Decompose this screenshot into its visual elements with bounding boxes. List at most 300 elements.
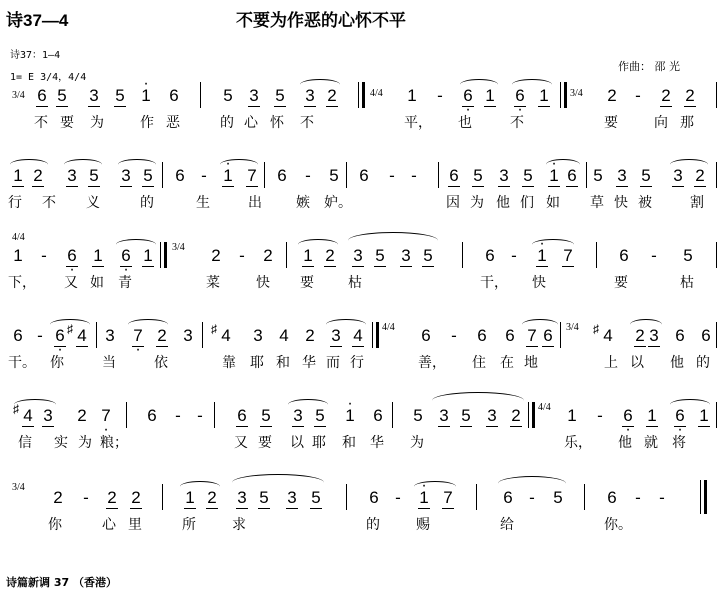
lyric: 割	[690, 195, 704, 211]
score-system-6	[0, 484, 726, 544]
note: · 6	[620, 406, 636, 426]
score-system-3	[0, 232, 726, 302]
lyric: 恶	[166, 115, 180, 131]
note: 6	[175, 166, 185, 185]
note: · 6	[64, 246, 80, 266]
note: · 1	[138, 86, 154, 106]
page-title: 不要为作恶的心怀不平	[236, 11, 406, 31]
note: 6	[477, 326, 487, 345]
slur	[326, 319, 366, 330]
source-footer: 诗篇新调 37 （香港）	[6, 576, 117, 589]
note: 6	[373, 406, 383, 425]
barline	[214, 402, 215, 428]
lyric: 枯	[348, 275, 362, 291]
lyric: 他	[670, 355, 684, 371]
note: 2	[30, 166, 46, 186]
note: 6	[277, 166, 287, 185]
note: 3	[105, 326, 115, 345]
slur	[128, 319, 168, 330]
lyric: 上	[604, 355, 618, 371]
time-signature: 3/4	[12, 482, 25, 493]
note: -	[651, 246, 657, 265]
lyric: 华	[302, 355, 316, 371]
slur	[670, 399, 710, 410]
note: 5	[420, 246, 436, 266]
note: · 1	[534, 246, 550, 266]
lyric: 的	[366, 517, 380, 533]
barline	[716, 82, 717, 108]
barline	[716, 242, 717, 268]
note: 2	[53, 488, 63, 507]
lyric: 的	[696, 355, 710, 371]
lyric: 你	[50, 355, 64, 371]
slur	[432, 392, 524, 409]
double-barline	[560, 82, 567, 108]
note: 1	[10, 166, 26, 186]
note: 6	[446, 166, 462, 186]
note: 1	[482, 86, 498, 106]
note: 2	[607, 86, 617, 105]
note: 7	[244, 166, 260, 186]
note: -	[239, 246, 245, 265]
lyric: 被	[638, 195, 652, 211]
note: -	[389, 166, 395, 185]
lyric: 所	[182, 517, 196, 533]
note: 6	[169, 86, 179, 105]
lyric: 又	[64, 275, 78, 291]
note: 6	[607, 488, 617, 507]
barline	[264, 162, 265, 188]
note: 5	[458, 406, 474, 426]
lyric: 耶	[312, 435, 326, 451]
note: · 6	[460, 86, 476, 106]
note: ♯ 4	[20, 406, 36, 426]
note: -	[411, 166, 417, 185]
barline	[716, 322, 717, 348]
lyric: 靠	[222, 355, 236, 371]
lyric: 你。	[604, 517, 632, 533]
lyric: 出	[248, 195, 262, 211]
note: · 1	[416, 488, 432, 508]
slur	[348, 232, 438, 249]
barline	[346, 162, 347, 188]
note: 6	[34, 86, 50, 106]
note: -	[41, 246, 47, 265]
barline	[286, 242, 287, 268]
lyric: 他	[496, 195, 510, 211]
lyric: 不	[34, 115, 48, 131]
slur	[300, 79, 340, 90]
note: -	[437, 86, 443, 105]
hymn-number: 诗37—4	[6, 11, 69, 30]
slur	[414, 481, 456, 492]
note: 5	[683, 246, 693, 265]
note: -	[597, 406, 603, 425]
note: 6	[503, 488, 513, 507]
lyrics-line	[0, 352, 726, 374]
note: 7	[560, 246, 576, 266]
note: 3	[614, 166, 630, 186]
barline	[584, 484, 585, 510]
note: ♯ 4	[74, 326, 90, 346]
note: -	[451, 326, 457, 345]
score-system-5	[0, 402, 726, 462]
lyric: 快	[256, 275, 270, 291]
lyric: 当	[102, 355, 116, 371]
slur	[532, 239, 574, 250]
lyric: 平，	[404, 115, 432, 131]
note: · 6	[52, 326, 68, 346]
note: 6	[369, 488, 379, 507]
lyric: 下，	[8, 275, 36, 291]
double-barline	[160, 242, 167, 268]
time-signature: 4/4	[538, 402, 551, 413]
lyric: 的	[220, 115, 234, 131]
note: 2	[128, 488, 144, 508]
key-and-meter: 1= E 3/4，4/4	[10, 72, 87, 83]
note: 5	[223, 86, 233, 105]
note: 1	[536, 86, 552, 106]
lyric: 而	[326, 355, 340, 371]
lyrics-line	[0, 432, 726, 454]
note: 5	[86, 166, 102, 186]
lyric: 妒。	[324, 195, 352, 211]
note: 7	[524, 326, 540, 346]
lyric: 青	[118, 275, 132, 291]
note: 5	[638, 166, 654, 186]
note: -	[83, 488, 89, 507]
lyric: 如	[546, 195, 560, 211]
note: 3	[670, 166, 686, 186]
notation-line	[0, 484, 726, 512]
barline	[560, 322, 561, 348]
note: -	[511, 246, 517, 265]
lyric: 心	[102, 517, 116, 533]
note: 1	[182, 488, 198, 508]
note: 6	[234, 406, 250, 426]
time-signature: 4/4	[382, 322, 395, 333]
slur	[288, 399, 328, 410]
notation-line	[0, 82, 726, 110]
note: 5	[308, 488, 324, 508]
note: · 7	[98, 406, 114, 426]
lyric: 嫉	[296, 195, 310, 211]
lyric: 如	[90, 275, 104, 291]
notation-line	[0, 232, 726, 270]
lyric: 华	[370, 435, 384, 451]
time-signature: 4/4	[370, 88, 383, 99]
slur	[14, 399, 56, 410]
lyric: 要	[258, 435, 272, 451]
lyric: 菜	[206, 275, 220, 291]
lyric: 因	[446, 195, 460, 211]
lyric: 们	[520, 195, 534, 211]
note: 5	[258, 406, 274, 426]
lyric: 实	[54, 435, 68, 451]
lyric: 义	[86, 195, 100, 211]
note: 3	[234, 488, 250, 508]
note: · 6	[118, 246, 134, 266]
lyric: 赐	[416, 517, 430, 533]
note: 2	[322, 246, 338, 266]
notation-line	[0, 322, 726, 350]
slur	[116, 239, 156, 250]
slur	[232, 474, 324, 491]
scripture-reference: 诗37：1—4	[10, 50, 61, 61]
barline	[476, 484, 477, 510]
barline	[96, 322, 97, 348]
slur	[64, 159, 102, 170]
score-system-2	[0, 162, 726, 222]
note: 6	[540, 326, 556, 346]
note: 3	[398, 246, 414, 266]
lyric: 不	[300, 115, 314, 131]
note: -	[37, 326, 43, 345]
lyric: 为	[410, 435, 424, 451]
barline	[200, 82, 201, 108]
note: ♯ 4	[600, 326, 616, 346]
note: -	[201, 166, 207, 185]
lyric: 地	[524, 355, 538, 371]
lyric: 的	[140, 195, 154, 211]
double-barline	[372, 322, 379, 348]
note: 5	[112, 86, 128, 106]
barline	[716, 162, 717, 188]
notation-line	[0, 162, 726, 190]
note: 2	[324, 86, 340, 106]
lyric: 为	[470, 195, 484, 211]
slur	[630, 319, 662, 330]
note: 3	[284, 488, 300, 508]
lyric: 干。	[8, 355, 36, 371]
lyric: 和	[342, 435, 356, 451]
lyric: 草	[590, 195, 604, 211]
barline	[392, 402, 393, 428]
lyrics-line	[0, 112, 726, 134]
slur	[118, 159, 156, 170]
note: 2	[692, 166, 708, 186]
note: 2	[104, 488, 120, 508]
lyric: 依	[154, 355, 168, 371]
lyric: 乐，	[564, 435, 592, 451]
note: -	[175, 406, 181, 425]
lyric: 善，	[418, 355, 446, 371]
note: 5	[520, 166, 536, 186]
time-signature: 3/4	[172, 242, 185, 253]
note: 5	[54, 86, 70, 106]
note: -	[659, 488, 665, 507]
note: 1	[696, 406, 712, 426]
note: 3	[302, 86, 318, 106]
lyric: 要	[604, 115, 618, 131]
slur	[522, 319, 558, 330]
lyric: 干，	[480, 275, 508, 291]
note: · 1	[342, 406, 358, 426]
note: 3	[64, 166, 80, 186]
note: 3	[328, 326, 344, 346]
note: 5	[470, 166, 486, 186]
note: 3	[246, 86, 262, 106]
note: 6	[421, 326, 431, 345]
note: 3	[484, 406, 500, 426]
note: 1	[13, 246, 23, 265]
lyric: 在	[500, 355, 514, 371]
double-barline	[358, 82, 365, 108]
slur	[498, 476, 566, 491]
final-barline	[700, 480, 707, 514]
lyric: 耶	[250, 355, 264, 371]
note: 5	[312, 406, 328, 426]
lyric: 为	[90, 115, 104, 131]
note: 2	[658, 86, 674, 106]
note: · 1	[546, 166, 562, 186]
lyric: 给	[500, 517, 514, 533]
note: 5	[413, 406, 423, 425]
time-signature: 3/4	[566, 322, 579, 333]
note: 6	[13, 326, 23, 345]
note: 5	[272, 86, 288, 106]
lyric: 粮；	[100, 435, 128, 451]
time-signature: 4/4	[12, 232, 25, 243]
note: 3	[253, 326, 263, 345]
lyric: 生	[196, 195, 210, 211]
note: 2	[263, 246, 273, 265]
lyric: 行	[8, 195, 22, 211]
note: 3	[350, 246, 366, 266]
lyric: 和	[276, 355, 290, 371]
lyric: 心	[244, 115, 258, 131]
time-signature: 3/4	[570, 88, 583, 99]
slur	[546, 159, 580, 170]
composer-credit: 作曲： 邵 光	[618, 60, 680, 73]
note: 5	[593, 166, 603, 185]
note: 2	[508, 406, 524, 426]
note: 5	[329, 166, 339, 185]
note: 1	[567, 406, 577, 425]
note: 1	[300, 246, 316, 266]
note: 6	[147, 406, 157, 425]
lyric: 就	[644, 435, 658, 451]
note: 2	[632, 326, 648, 346]
lyric: 向	[654, 115, 668, 131]
lyrics-line	[0, 272, 726, 294]
lyric: 要	[60, 115, 74, 131]
note: 3	[183, 326, 193, 345]
note: 2	[305, 326, 315, 345]
note: -	[305, 166, 311, 185]
slur	[298, 239, 338, 250]
note: 3	[118, 166, 134, 186]
note: 5	[256, 488, 272, 508]
barline	[596, 242, 597, 268]
lyric: 要	[300, 275, 314, 291]
score-system-4	[0, 322, 726, 382]
note: · 6	[672, 406, 688, 426]
lyric: 以	[630, 355, 644, 371]
slur	[220, 159, 258, 170]
note: 2	[682, 86, 698, 106]
note: 5	[140, 166, 156, 186]
note: 6	[619, 246, 629, 265]
note: 1	[90, 246, 106, 266]
note: · 1	[220, 166, 236, 186]
lyric: 为	[78, 435, 92, 451]
lyric: 不	[510, 115, 524, 131]
note: 6	[359, 166, 369, 185]
lyric: 求	[232, 517, 246, 533]
lyric: 他	[618, 435, 632, 451]
lyric: 枯	[680, 275, 694, 291]
note: ♯ 4	[218, 326, 234, 346]
note: 3	[40, 406, 56, 426]
note: 2	[154, 326, 170, 346]
lyric: 里	[128, 517, 142, 533]
lyric: 那	[680, 115, 694, 131]
note: -	[529, 488, 535, 507]
note: 3	[290, 406, 306, 426]
lyrics-line	[0, 514, 726, 536]
note: 2	[211, 246, 221, 265]
barline	[202, 322, 203, 348]
note: 6	[701, 326, 711, 345]
note: 3	[496, 166, 512, 186]
note: 1	[644, 406, 660, 426]
lyric: 快	[532, 275, 546, 291]
note: 4	[350, 326, 366, 346]
slur	[180, 481, 220, 492]
note: · 6	[512, 86, 528, 106]
lyric: 怀	[270, 115, 284, 131]
slur	[512, 79, 552, 90]
note: -	[197, 406, 203, 425]
note: 2	[77, 406, 87, 425]
barline	[162, 162, 163, 188]
lyric: 又	[234, 435, 248, 451]
note: 4	[279, 326, 289, 345]
lyrics-line	[0, 192, 726, 214]
note: 6	[564, 166, 580, 186]
note: 3	[436, 406, 452, 426]
note: 6	[485, 246, 495, 265]
lyric: 住	[472, 355, 486, 371]
lyric: 你	[48, 517, 62, 533]
slur	[670, 159, 708, 170]
slur	[460, 79, 498, 90]
note: -	[635, 86, 641, 105]
note: 3	[86, 86, 102, 106]
note: 1	[140, 246, 156, 266]
barline	[346, 484, 347, 510]
lyric: 信	[18, 435, 32, 451]
barline	[126, 402, 127, 428]
note: 2	[204, 488, 220, 508]
note: 6	[675, 326, 685, 345]
barline	[716, 402, 717, 428]
note: 1	[407, 86, 417, 105]
slur	[50, 319, 90, 330]
time-signature: 3/4	[12, 90, 25, 101]
note: 5	[553, 488, 563, 507]
note: -	[635, 488, 641, 507]
barline	[438, 162, 439, 188]
note: 6	[505, 326, 515, 345]
barline	[462, 242, 463, 268]
slur	[10, 159, 48, 170]
lyric: 要	[614, 275, 628, 291]
note: -	[395, 488, 401, 507]
barline	[586, 162, 587, 188]
lyric: 不	[42, 195, 56, 211]
